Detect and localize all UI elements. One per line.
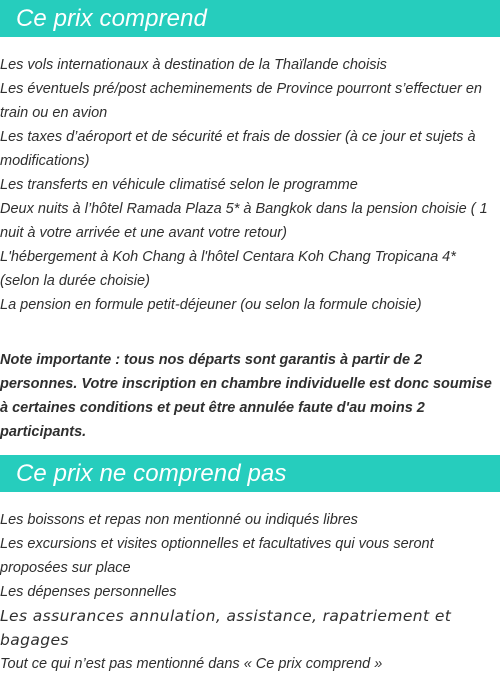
excluded-list (0, 508, 500, 676)
excluded-section-header (0, 455, 500, 492)
included-item: Les taxes d’aéroport et de sécurité et frais de dossier (à ce jour et sujets à modifications) (0, 129, 476, 169)
excluded-item: Les dépenses personnelles (0, 584, 177, 600)
included-item: Les éventuels pré/post acheminements de Province pourront s’effectuer en train ou en avion (0, 81, 482, 121)
excluded-item: Les assurances annulation, assistance, rapatriement et bagages (0, 607, 452, 649)
included-item: Les vols internationaux à destination de la Thaïlande choisis (0, 57, 387, 73)
important-note: Note importante : tous nos départs sont garantis à partir de 2 personnes. Votre inscription en chambre individuelle est donc soumise à certaines conditions et peut être annulée faute d'au moins 2 participants. (0, 351, 492, 440)
included-section-title: Ce prix comprend (16, 4, 208, 32)
included-list (0, 53, 500, 317)
included-item: Les transferts en véhicule climatisé selon le programme (0, 177, 358, 193)
included-item: Deux nuits à l’hôtel Ramada Plaza 5* à Bangkok dans la pension choisie ( 1 nuit à votre arrivée et une avant votre retour) (0, 201, 488, 241)
included-item: L'hébergement à Koh Chang à l'hôtel Centara Koh Chang Tropicana 4* (selon la durée choisie) (0, 249, 456, 289)
excluded-item: Les boissons et repas non mentionné ou indiqués libres (0, 512, 358, 528)
included-item: La pension en formule petit-déjeuner (ou selon la formule choisie) (0, 297, 422, 313)
excluded-section-title: Ce prix ne comprend pas (16, 459, 287, 487)
excluded-item: Les excursions et visites optionnelles et facultatives qui vous seront proposées sur place (0, 536, 434, 576)
excluded-item: Tout ce qui n’est pas mentionné dans « Ce prix comprend » (0, 656, 383, 672)
included-section-header (0, 0, 500, 37)
